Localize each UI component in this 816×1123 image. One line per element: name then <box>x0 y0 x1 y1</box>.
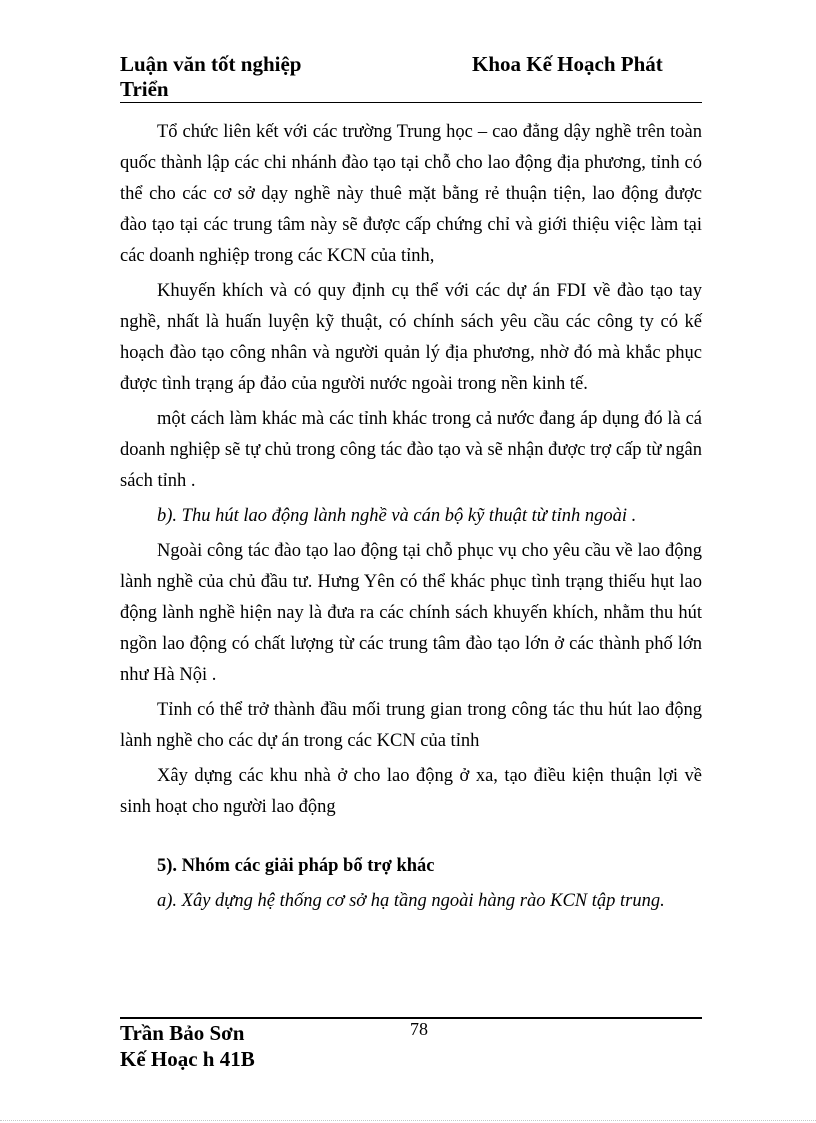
page-body <box>120 117 702 917</box>
paragraph-fdi-training: Khuyến khích và có quy định cụ thể với các dự án FDI về đào tạo tay nghề, nhất là huấn luyện kỹ thuật, có chính sách yêu cầu các công ty có kế hoạch đào tạo công nhân và người quản lý địa phương, nhờ đó mà khắc phục được tình trạng áp đảo của người nước ngoài trong nền kinh tế. <box>120 281 702 394</box>
section-heading-5: 5). Nhóm các giải pháp bổ trợ khác <box>157 856 435 876</box>
page-bottom-border <box>0 1120 816 1121</box>
page-header <box>120 52 702 102</box>
header-thesis-title: Luận văn tốt nghiệp <box>120 52 302 76</box>
paragraph-intermediary-role: Tỉnh có thể trở thành đầu mối trung gian trong công tác thu hút lao động lành nghề cho các dự án trong các KCN của tỉnh <box>120 700 702 751</box>
paragraph-housing: Xây dựng các khu nhà ở cho lao động ở xa, tạo điều kiện thuận lợi về sinh hoạt cho người lao động <box>120 766 702 817</box>
paragraph-training-partnership: Tổ chức liên kết với các trường Trung học – cao đẳng dậy nghề trên toàn quốc thành lập các chi nhánh đào tạo tại chỗ cho lao động địa phương, tỉnh có thể cho các cơ sở dạy nghề này thuê mặt bằng rẻ thuận tiện, lao động được đào tạo tại các trung tâm này sẽ được cấp chứng chỉ và giới thiệu việc làm tại các doanh nghiệp trong các KCN của tỉnh, <box>120 122 702 266</box>
paragraph-enterprise-self-training: một cách làm khác mà các tỉnh khác trong cả nước đang áp dụng đó là cá doanh nghiệp sẽ tự chủ trong công tác đào tạo và sẽ nhận được trợ cấp từ ngân sách tỉnh . <box>120 409 702 491</box>
footer-author: Trần Bảo Sơn <box>120 1021 245 1045</box>
paragraph-attract-skilled-labor: Ngoài công tác đào tạo lao động tại chỗ phục vụ cho yêu cầu về lao động lành nghề của chủ đầu tư. Hưng Yên có thể khác phục tình trạng thiếu hụt lao động lành nghề hiện nay là đưa ra các chính sách khuyến khích, nhằm thu hút ngồn lao động có chất lượng từ các trung tâm đào tạo lớn ở các thành phố lớn như Hà Nội . <box>120 541 702 685</box>
header-left <box>120 52 301 102</box>
subsection-heading-a: a). Xây dựng hệ thống cơ sở hạ tầng ngoài hàng rào KCN tập trung. <box>157 891 665 911</box>
page-number: 78 <box>410 1019 428 1039</box>
header-faculty: Khoa Kế Hoạch Phát <box>472 52 663 76</box>
header-faculty-continuation: Triển <box>120 77 169 101</box>
header-rule <box>120 102 702 103</box>
subsection-heading-b: b). Thu hút lao động lành nghề và cán bộ kỹ thuật từ tỉnh ngoài . <box>157 506 637 526</box>
footer-class: Kế Hoạc h 41B <box>120 1047 255 1071</box>
spacer <box>120 823 702 851</box>
